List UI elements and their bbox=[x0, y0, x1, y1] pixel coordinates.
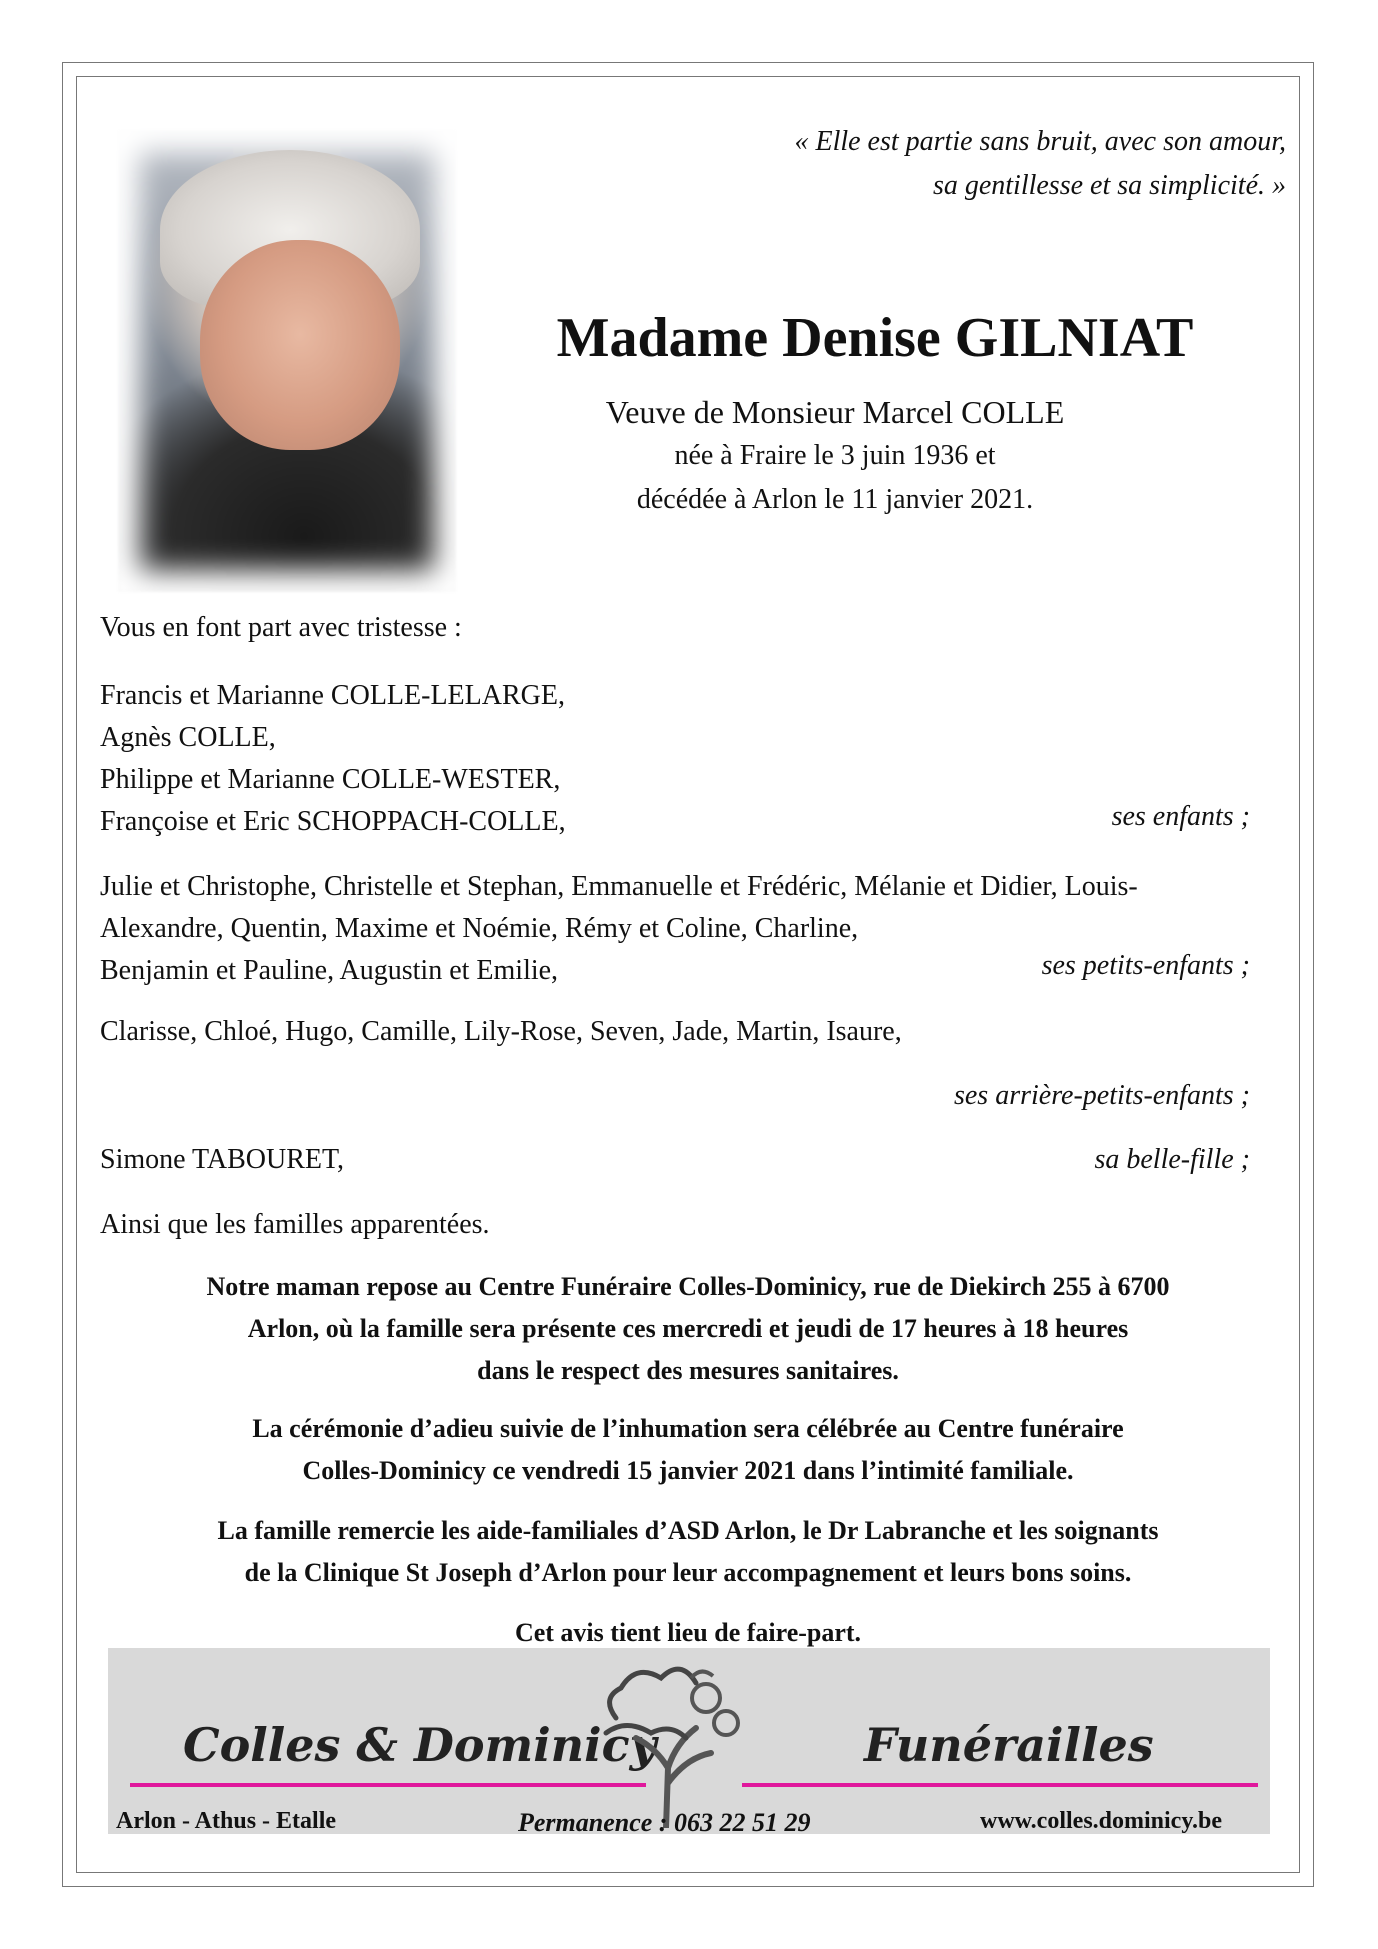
list-item: Alexandre, Quentin, Maxime et Noémie, Rémy et Coline, Charline, bbox=[100, 913, 859, 944]
notice-line: La famille remercie les aide-familiales d’ASD Arlon, le Dr Labranche et les soignants bbox=[217, 1516, 1159, 1545]
great-grandchildren-list: Clarisse, Chloé, Hugo, Camille, Lily-Rose, Seven, Jade, Martin, Isaure, bbox=[100, 1016, 902, 1047]
notice-line: dans le respect des mesures sanitaires. bbox=[477, 1356, 899, 1385]
notice-line: de la Clinique St Joseph d’Arlon pour leur accompagnement et leurs bons soins. bbox=[244, 1558, 1132, 1587]
widow-line: Veuve de Monsieur Marcel COLLE bbox=[605, 394, 1065, 430]
ceremony-notice bbox=[100, 1408, 1276, 1492]
phone-text: Permanence : 063 22 51 29 bbox=[518, 1808, 811, 1837]
deceased-details bbox=[490, 390, 1180, 522]
epigraph-quote bbox=[794, 120, 1286, 208]
birth-line: née à Fraire le 3 juin 1936 et bbox=[674, 440, 996, 471]
brand-name-left: Colles & Dominicy bbox=[183, 1718, 657, 1772]
accent-rule-left bbox=[130, 1783, 646, 1787]
locations-text: Arlon - Athus - Etalle bbox=[116, 1808, 337, 1834]
quote-line-2: sa gentillesse et sa simplicité. » bbox=[932, 170, 1286, 201]
funeral-home-banner bbox=[108, 1648, 1270, 1837]
website-link[interactable]: www.colles.dominicy.be bbox=[980, 1808, 1223, 1834]
children-relation: ses enfants ; bbox=[1111, 801, 1250, 832]
families-line: Ainsi que les familles apparentées. bbox=[100, 1209, 490, 1240]
notice-line: Notre maman repose au Centre Funéraire Colles-Dominicy, rue de Diekirch 255 à 6700 bbox=[206, 1272, 1170, 1301]
daughter-in-law-line: Simone TABOURET, bbox=[100, 1144, 345, 1175]
notice-line: La cérémonie d’adieu suivie de l’inhumation sera célébrée au Centre funéraire bbox=[252, 1414, 1124, 1443]
tree-logo-icon bbox=[596, 1658, 746, 1828]
death-line: décédée à Arlon le 11 janvier 2021. bbox=[636, 484, 1034, 515]
repose-notice bbox=[100, 1266, 1276, 1392]
great-grandchildren-relation: ses arrière-petits-enfants ; bbox=[953, 1080, 1250, 1111]
list-item: Julie et Christophe, Christelle et Stephan, Emmanuelle et Frédéric, Mélanie et Didier, Louis- bbox=[100, 871, 1138, 902]
notice-line: Colles-Dominicy ce vendredi 15 janvier 2021 dans l’intimité familiale. bbox=[302, 1456, 1074, 1485]
quote-line-1: « Elle est partie sans bruit, avec son amour, bbox=[794, 126, 1286, 157]
brand-name-right: Funérailles bbox=[864, 1718, 1154, 1772]
list-item: Agnès COLLE, bbox=[100, 722, 276, 753]
intro-text: Vous en font part avec tristesse : bbox=[100, 612, 462, 643]
list-item: Francis et Marianne COLLE-LELARGE, bbox=[100, 680, 565, 711]
portrait-face bbox=[200, 240, 400, 450]
notice-line: Arlon, où la famille sera présente ces mercredi et jeudi de 17 heures à 18 heures bbox=[247, 1314, 1129, 1343]
daughter-in-law-relation: sa belle-fille ; bbox=[1094, 1144, 1250, 1175]
grandchildren-relation: ses petits-enfants ; bbox=[1041, 950, 1250, 981]
children-list bbox=[100, 675, 566, 843]
list-item: Benjamin et Pauline, Augustin et Emilie, bbox=[100, 955, 559, 986]
deceased-name: Madame Denise GILNIAT bbox=[556, 307, 1194, 369]
accent-rule-right bbox=[742, 1783, 1258, 1787]
list-item: Philippe et Marianne COLLE-WESTER, bbox=[100, 764, 561, 795]
closing-notice: Cet avis tient lieu de faire-part. bbox=[514, 1618, 862, 1647]
thanks-notice bbox=[100, 1510, 1276, 1594]
list-item: Françoise et Eric SCHOPPACH-COLLE, bbox=[100, 806, 566, 837]
